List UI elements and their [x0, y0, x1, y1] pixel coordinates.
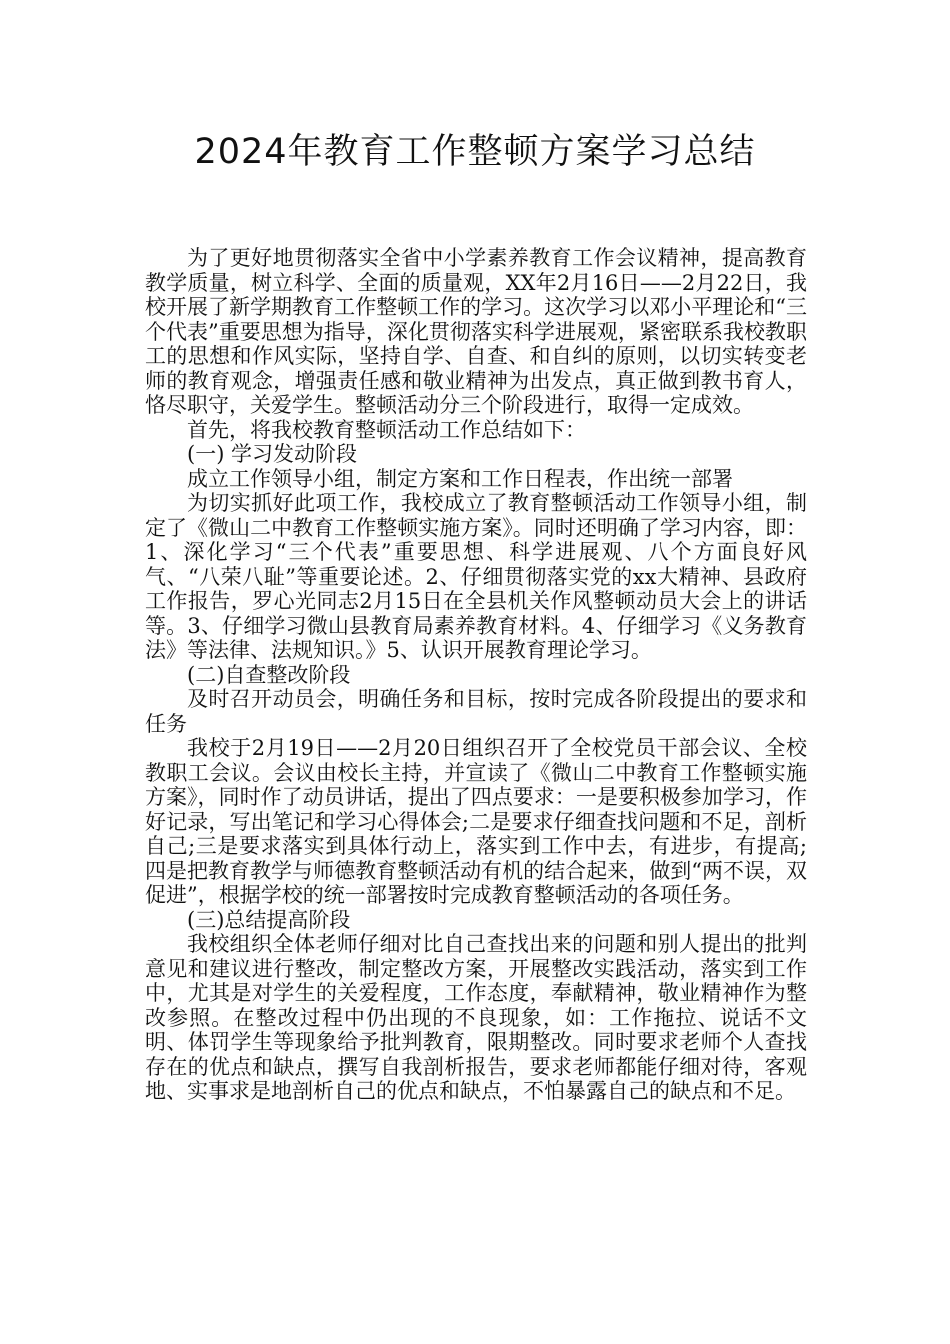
- section-heading-3: (三)总结提高阶段: [187, 907, 351, 932]
- paragraph-summary-lead: 首先，将我校教育整顿活动工作总结如下：: [187, 417, 586, 442]
- document-body: [145, 246, 807, 1104]
- paragraph-section-3: 我校组织全体老师仔细对比自己查找出来的问题和别人提出的批判意见和建议进行整改，制定整改方案，开展整改实践活动，落实到工作中，尤其是对学生的关爱程度，工作态度，奉献精神，敬业精神作为整改参照。在整改过程中仍出现的不良现象，如：工作拖拉、说话不文明、体罚学生等现象给予批判教育，限期整改。同时要求老师个人查找存在的优点和缺点，撰写自我剖析报告，要求老师都能仔细对待，客观地、实事求是地剖析自己的优点和缺点，不怕暴露自己的缺点和不足。: [145, 932, 807, 1103]
- paragraph-section-1: 为切实抓好此项工作，我校成立了教育整顿活动工作领导小组，制定了《微山二中教育工作整顿实施方案》。同时还明确了学习内容，即：1、深化学习“三个代表”重要思想、科学进展观、八个方面良好风气、“八荣八耻”等重要论述。2、仔细贯彻落实党的xx大精神、县政府工作报告，罗心光同志2月15日在全县机关作风整顿动员大会上的讲话等。3、仔细学习微山县教育局素养教育材料。4、仔细学习《义务教育法》等法律、法规知识。》5、认识开展教育理论学习。: [145, 491, 807, 662]
- section-heading-2: (二)自查整改阶段: [187, 662, 351, 687]
- paragraph-intro: 为了更好地贯彻落实全省中小学素养教育工作会议精神，提高教育教学质量，树立科学、全面的质量观，XX年2月16日——2月22日，我校开展了新学期教育工作整顿工作的学习。这次学习以邓小平理论和“三个代表”重要思想为指导，深化贯彻落实科学进展观，紧密联系我校教职工的思想和作风实际，坚持自学、自查、和自纠的原则，以切实转变老师的教育观念，增强责任感和敬业精神为出发点，真正做到教书育人，恪尽职守，关爱学生。整顿活动分三个阶段进行，取得一定成效。: [145, 246, 807, 417]
- document-title: 2024年教育工作整顿方案学习总结: [194, 132, 756, 172]
- paragraph-section-2: 我校于2月19日——2月20日组织召开了全校党员干部会议、全校教职工会议。会议由校长主持，并宣读了《微山二中教育工作整顿实施方案》，同时作了动员讲话，提出了四点要求：一是要积极参加学习，作好记录，写出笔记和学习心得体会;二是要求仔细查找问题和不足，剖析自己;三是要求落实到具体行动上，落实到工作中去，有进步，有提高;四是把教育教学与师德教育整顿活动有机的结合起来，做到“两不误，双促进”，根据学校的统一部署按时完成教育整顿活动的各项任务。: [145, 736, 807, 907]
- section-subheading-1: 成立工作领导小组，制定方案和工作日程表，作出统一部署: [187, 466, 733, 491]
- section-heading-1: (一) 学习发动阶段: [187, 442, 358, 466]
- section-subheading-2: 及时召开动员会，明确任务和目标，按时完成各阶段提出的要求和任务: [145, 687, 807, 736]
